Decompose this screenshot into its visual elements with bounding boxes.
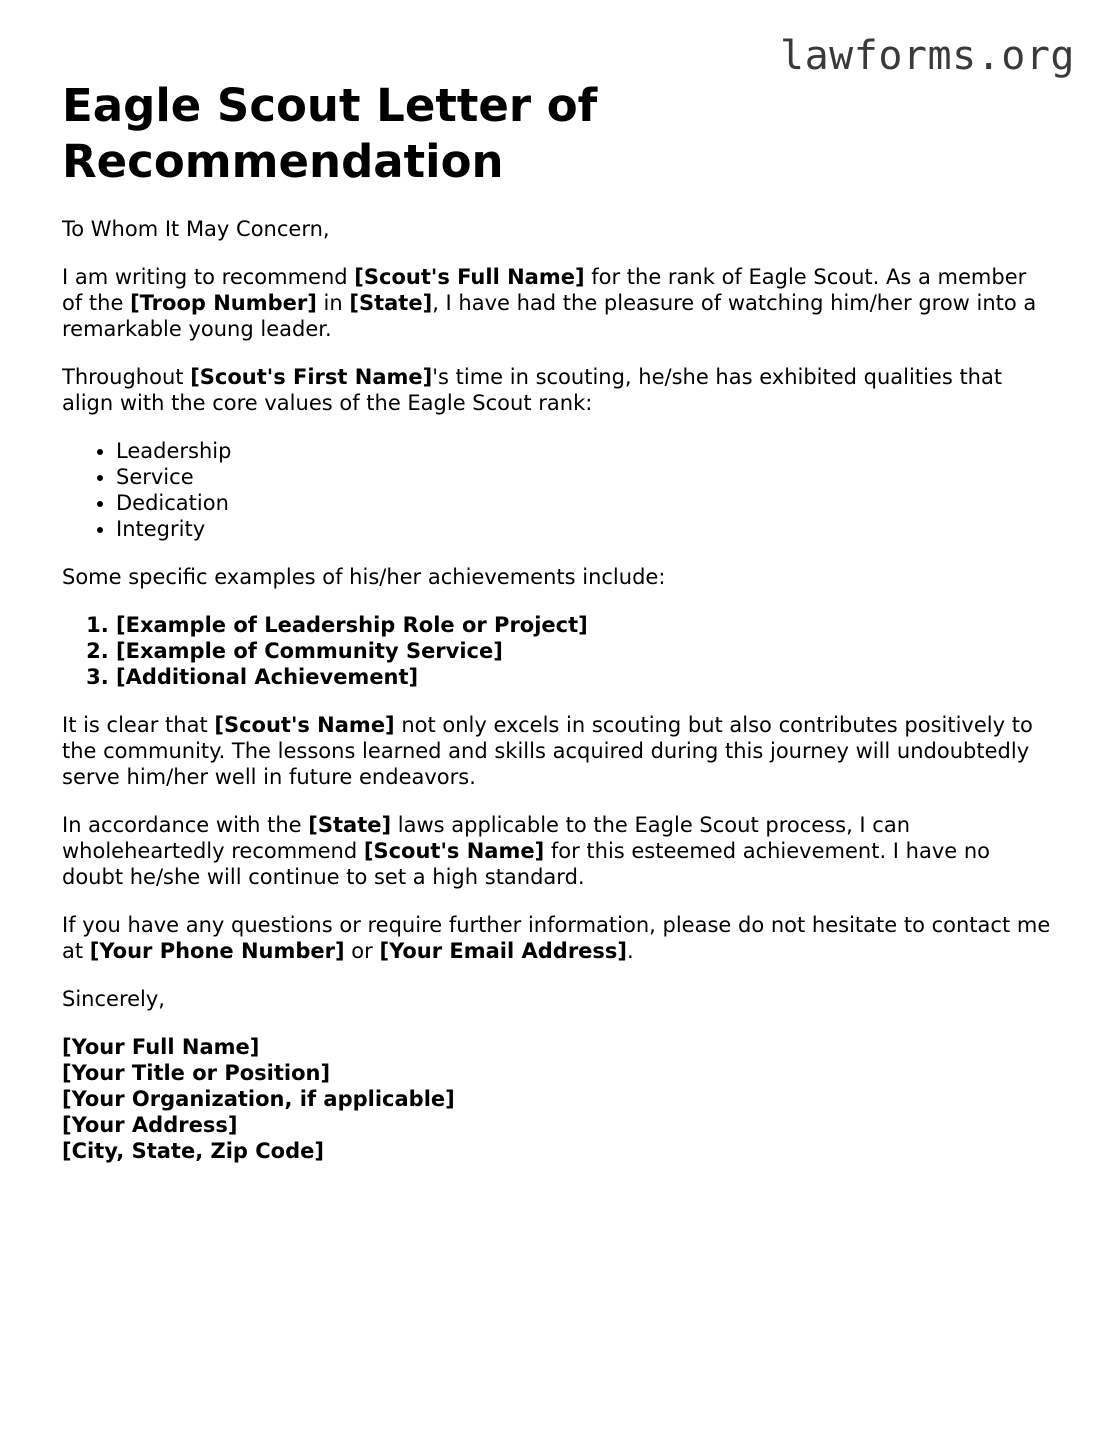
state-field: [State] bbox=[308, 813, 392, 837]
greeting: To Whom It May Concern, bbox=[62, 217, 330, 241]
achievements-intro: Some specific examples of his/her achievements include: bbox=[62, 565, 666, 589]
letter-document bbox=[62, 78, 1052, 1164]
intro-text-1: I am writing to recommend bbox=[62, 265, 355, 289]
contact-paragraph bbox=[62, 912, 1052, 964]
scout-name-field: [Scout's Name] bbox=[363, 839, 545, 863]
scout-full-name-field: [Scout's Full Name] bbox=[354, 265, 585, 289]
intro-text-2: for the rank of Eagle Scout. As a member of the bbox=[62, 265, 1027, 315]
recommendation-text-1: In accordance with the bbox=[62, 813, 309, 837]
list-item: 1. [Example of Leadership Role or Project] bbox=[116, 612, 1052, 638]
list-item: 2. [Example of Community Service] bbox=[116, 638, 1052, 664]
signer-city-state-zip: [City, State, Zip Code] bbox=[62, 1139, 324, 1163]
scout-name-field: [Scout's Name] bbox=[214, 713, 395, 737]
contribution-text-1: It is clear that bbox=[62, 713, 215, 737]
site-watermark: lawforms.org bbox=[780, 33, 1075, 79]
list-item: • Dedication bbox=[116, 490, 1052, 516]
contact-text-2: or bbox=[344, 939, 380, 963]
contact-text-1: If you have any questions or require further information, please do not hesitate to contact me at bbox=[62, 913, 1051, 963]
qualities-list bbox=[62, 438, 1052, 542]
intro-paragraph bbox=[62, 264, 1052, 342]
signer-title: [Your Title or Position] bbox=[62, 1061, 331, 1085]
qualities-text-1: Throughout bbox=[62, 365, 191, 389]
contribution-paragraph bbox=[62, 712, 1052, 790]
achievements-list bbox=[62, 612, 1052, 690]
troop-number-field: [Troop Number] bbox=[130, 291, 317, 315]
email-address-field: [Your Email Address] bbox=[379, 939, 628, 963]
intro-text-4: , I have had the pleasure of watching him/her grow into a remarkable young leader. bbox=[62, 291, 1037, 341]
list-item: 3. [Additional Achievement] bbox=[116, 664, 1052, 690]
phone-number-field: [Your Phone Number] bbox=[89, 939, 345, 963]
recommendation-text-2: laws applicable to the Eagle Scout process, I can wholeheartedly recommend bbox=[62, 813, 911, 863]
qualities-text-2: 's time in scouting, he/she has exhibited qualities that align with the core values of the Eagle Scout rank: bbox=[62, 365, 1003, 415]
list-item: • Service bbox=[116, 464, 1052, 490]
signature-block bbox=[62, 1034, 1052, 1164]
list-item: • Integrity bbox=[116, 516, 1052, 542]
page-title: Eagle Scout Letter of Recommendation bbox=[62, 79, 598, 188]
qualities-paragraph bbox=[62, 364, 1052, 416]
list-item: • Leadership bbox=[116, 438, 1052, 464]
state-field: [State] bbox=[349, 291, 433, 315]
signer-address: [Your Address] bbox=[62, 1113, 238, 1137]
recommendation-text-3: for this esteemed achievement. I have no doubt he/she will continue to set a high standard. bbox=[62, 839, 991, 889]
closing: Sincerely, bbox=[62, 987, 165, 1011]
intro-text-3: in bbox=[316, 291, 350, 315]
signer-organization: [Your Organization, if applicable] bbox=[62, 1087, 455, 1111]
contribution-text-2: not only excels in scouting but also contributes positively to the community. The lessons learned and skills acquired during this journey will undoubtedly serve him/her well in future endeavors. bbox=[62, 713, 1033, 789]
contact-text-3: . bbox=[627, 939, 634, 963]
scout-first-name-field: [Scout's First Name] bbox=[190, 365, 433, 389]
signer-full-name: [Your Full Name] bbox=[62, 1035, 260, 1059]
recommendation-paragraph bbox=[62, 812, 1052, 890]
